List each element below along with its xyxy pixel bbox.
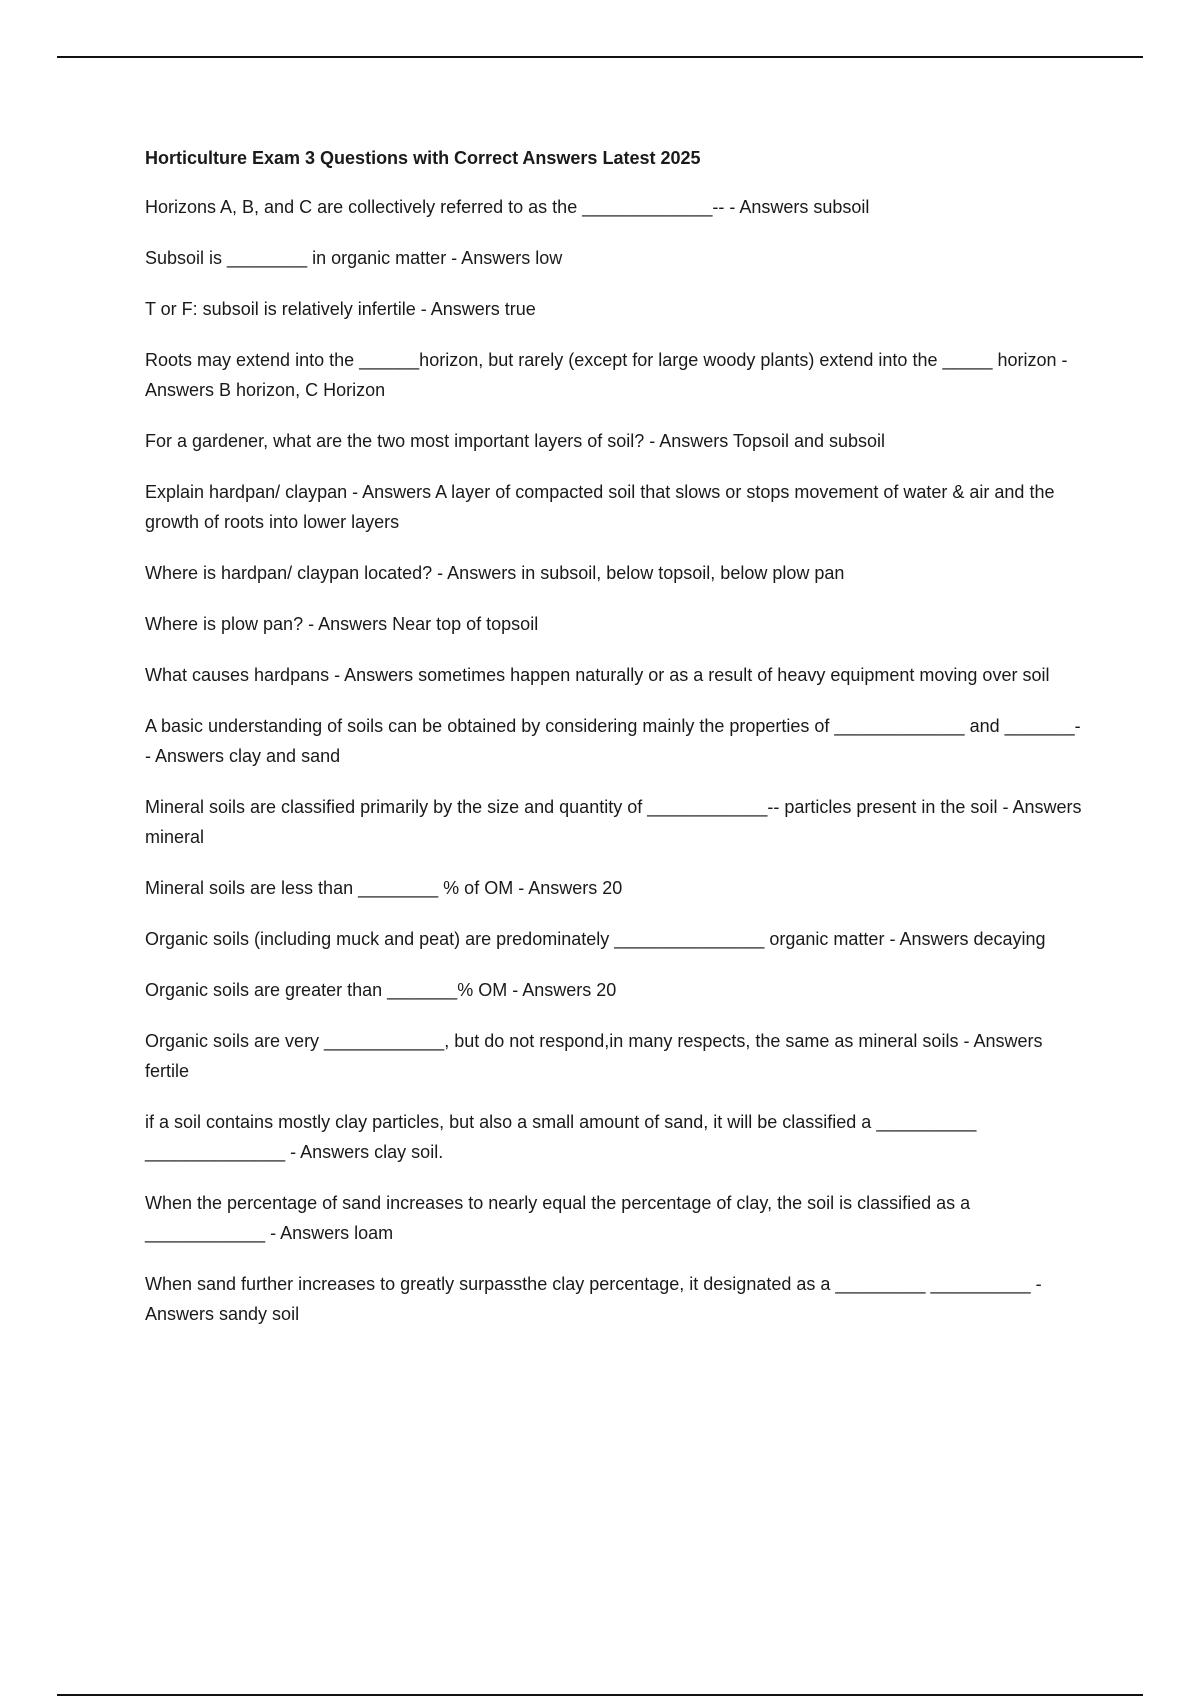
qa-item-10: A basic understanding of soils can be obtained by considering mainly the properties of _____________ and _______- - Answers clay and sand: [145, 716, 1086, 766]
header-divider: [57, 56, 1143, 58]
document-title: Horticulture Exam 3 Questions with Correct Answers Latest 2025: [145, 148, 701, 168]
qa-item-4: Roots may extend into the ______horizon, but rarely (except for large woody plants) extend into the _____ horizon - Answers B horizon, C Horizon: [145, 350, 1072, 400]
qa-item-18: When sand further increases to greatly surpassthe clay percentage, it designated as a _________ __________ - Answers sandy soil: [145, 1274, 1046, 1324]
qa-item-13: Organic soils (including muck and peat) are predominately _______________ organic matter - Answers decaying: [145, 929, 1046, 949]
qa-item-2: Subsoil is ________ in organic matter - Answers low: [145, 248, 563, 268]
qa-item-5: For a gardener, what are the two most important layers of soil? - Answers Topsoil and subsoil: [145, 431, 886, 451]
qa-item-16: if a soil contains mostly clay particles, but also a small amount of sand, it will be classified a __________ ______________ - Answers clay soil.: [145, 1112, 982, 1162]
footer-divider: [57, 1694, 1143, 1696]
qa-item-1: Horizons A, B, and C are collectively referred to as the _____________-- - Answers subsoil: [145, 197, 870, 217]
qa-item-15: Organic soils are very ____________, but do not respond,in many respects, the same as mineral soils - Answers fertile: [145, 1031, 1048, 1081]
qa-item-9: What causes hardpans - Answers sometimes happen naturally or as a result of heavy equipment moving over soil: [145, 665, 1050, 685]
qa-item-8: Where is plow pan? - Answers Near top of topsoil: [145, 614, 539, 634]
document-body: [145, 146, 1085, 1350]
qa-item-6: Explain hardpan/ claypan - Answers A layer of compacted soil that slows or stops movement of water & air and the growth of roots into lower layers: [145, 482, 1060, 532]
qa-item-12: Mineral soils are less than ________ % of OM - Answers 20: [145, 878, 623, 898]
qa-item-3: T or F: subsoil is relatively infertile - Answers true: [145, 299, 536, 319]
qa-item-14: Organic soils are greater than _______% OM - Answers 20: [145, 980, 617, 1000]
qa-item-11: Mineral soils are classified primarily by the size and quantity of ____________-- particles present in the soil - Answers mineral: [145, 797, 1087, 847]
qa-item-17: When the percentage of sand increases to nearly equal the percentage of clay, the soil is classified as a ____________ - Answers loam: [145, 1193, 976, 1243]
qa-item-7: Where is hardpan/ claypan located? - Answers in subsoil, below topsoil, below plow pan: [145, 563, 845, 583]
